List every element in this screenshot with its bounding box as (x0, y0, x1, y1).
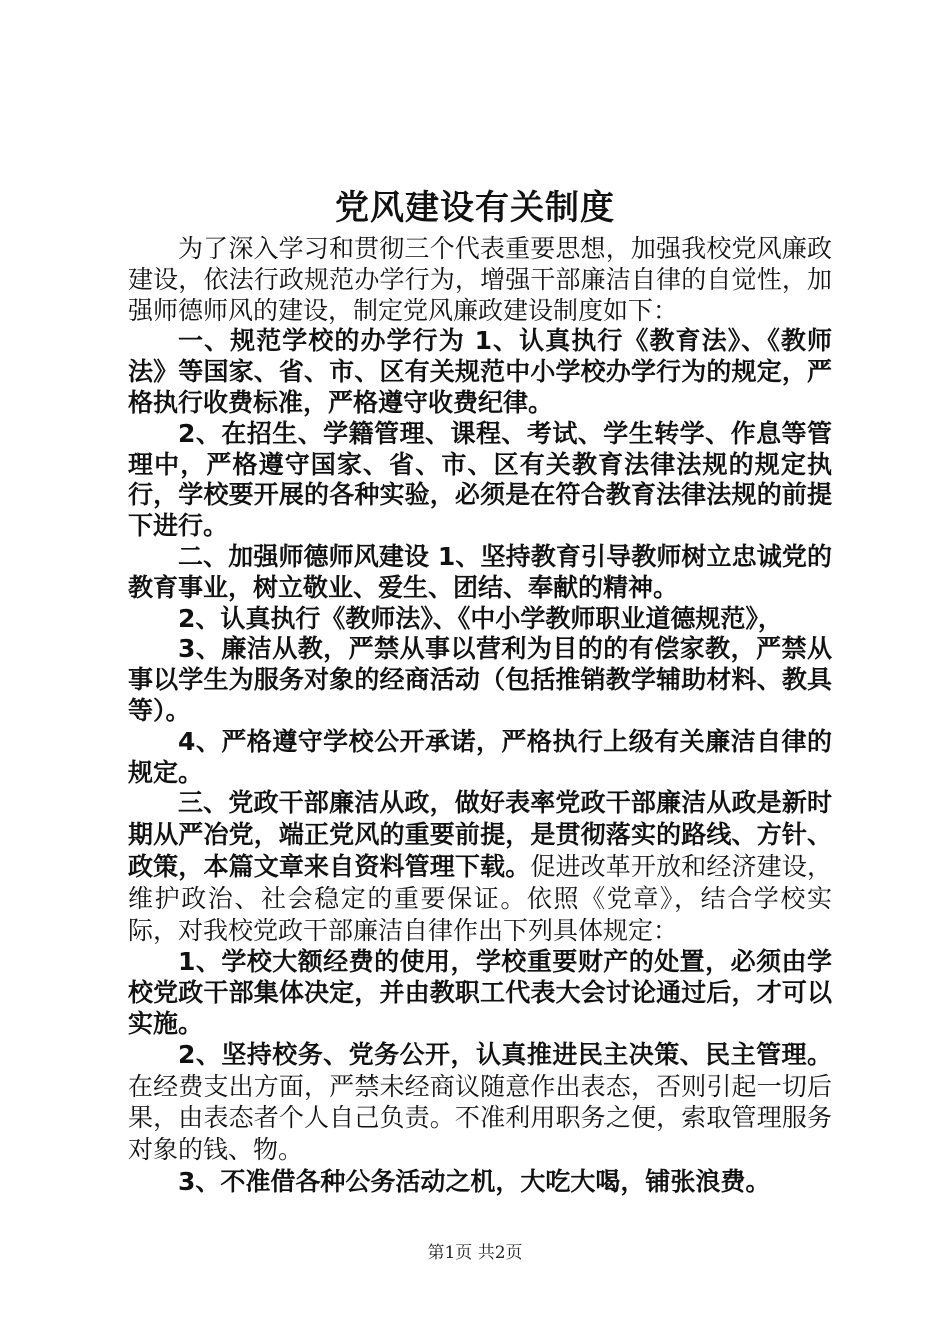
paragraph-section-3 (128, 788, 832, 947)
paragraph-section-3-item-1: 1、学校大额经费的使用，学校重要财产的处置，必须由学校党政干部集体决定，并由教职工代表大会讨论通过后，才可以实施。 (128, 947, 832, 1038)
paragraph-section-2-item-2: 2、认真执行《教师法》、《中小学教师职业道德规范》， (178, 603, 783, 633)
paragraph-section-2-item-4: 4、严格遵守学校公开承诺，严格执行上级有关廉洁自律的规定。 (128, 726, 832, 787)
document-title: 党风建设有关制度 (335, 188, 615, 228)
page-footer: 第1页 共2页 (427, 1243, 523, 1263)
paragraph-section-3-item-3: 3、不准借各种公务活动之机，大吃大喝，铺张浪费。 (178, 1166, 771, 1196)
paragraph-section-2-item-3: 3、廉洁从教，严禁从事以营利为目的的有偿家教，严禁从事以学生为服务对象的经商活动（包括推销教学辅助材料、教具等）。 (128, 634, 832, 725)
paragraph-section-3-item-2 (128, 1040, 832, 1167)
paragraph-section-1: 一、规范学校的办学行为 1、认真执行《教育法》、《教师法》等国家、省、市、区有关规范中小学校办学行为的规定，严格执行收费标准，严格遵守收费纪律。 (128, 326, 832, 417)
paragraph-section-3-lead: 三、党政干部廉洁从政，做好表率党政干部廉洁从政是新时期从严冶党，端正党风的重要前提，是贯彻落实的路线、方针、政策，本篇文章来自资料管理下载。 (128, 788, 832, 881)
paragraph-section-3-tail: 促进改革开放和经济建设，维护政治、社会稳定的重要保证。依照《党章》，结合学校实际，对我校党政干部廉洁自律作出下列具体规定： (128, 851, 832, 945)
paragraph-section-2: 二、加强师德师风建设 1、坚持教育引导教师树立忠诚党的教育事业，树立敬业、爱生、团结、奉献的精神。 (128, 541, 832, 602)
paragraph-intro: 为了深入学习和贯彻三个代表重要思想，加强我校党风廉政建设，依法行政规范办学行为，增强干部廉洁自律的自觉性，加强师德师风的建设，制定党风廉政建设制度如下： (128, 234, 832, 325)
paragraph-section-3-item-2-tail: 在经费支出方面，严禁未经商议随意作出表态，否则引起一切后果，由表态者个人自己负责。不准利用职务之便，索取管理服务对象的钱、物。 (128, 1071, 832, 1165)
document-body (128, 234, 832, 1198)
paragraph-section-1-item-2: 2、在招生、学籍管理、课程、考试、学生转学、作息等管理中，严格遵守国家、省、市、区有关教育法律法规的规定执行，学校要开展的各种实验，必须是在符合教育法律法规的前提下进行。 (128, 418, 832, 541)
paragraph-section-3-item-2-lead: 2、坚持校务、党务公开，认真推进民主决策、民主管理。 (178, 1039, 832, 1069)
